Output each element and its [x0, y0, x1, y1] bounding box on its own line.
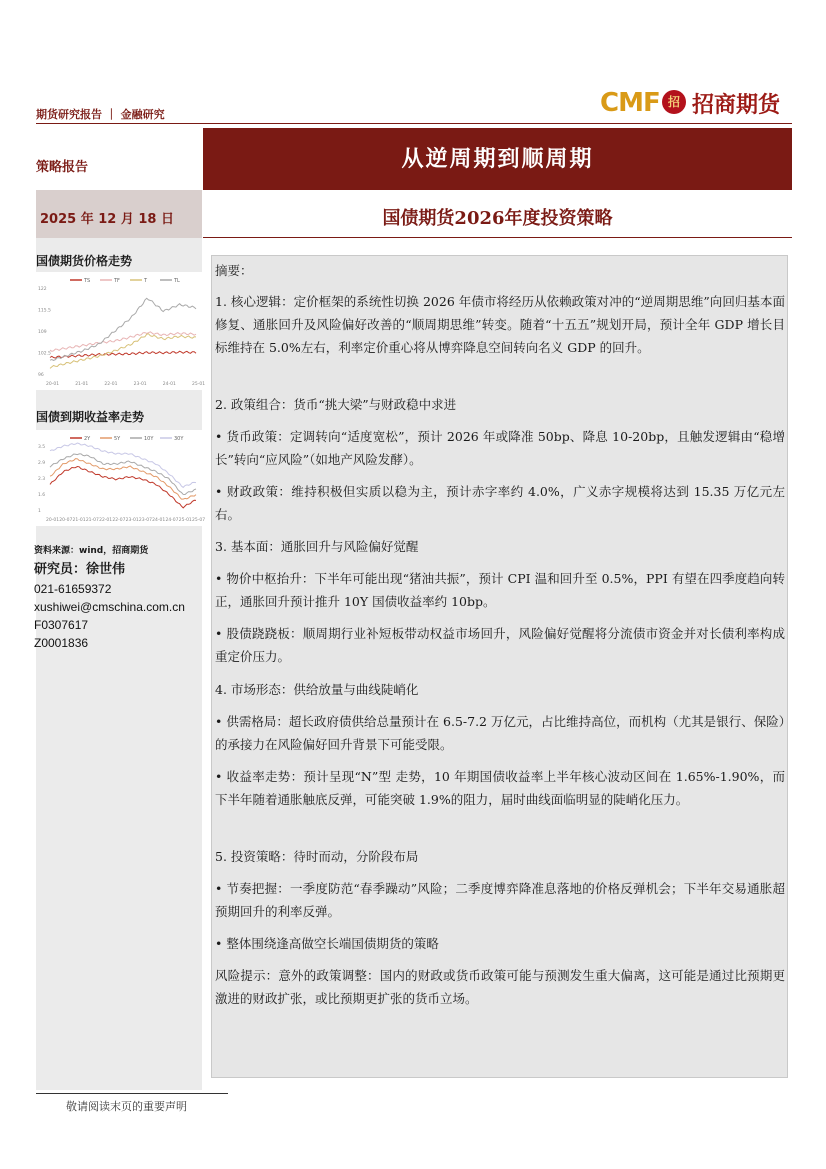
- legend-label-2Y: 2Y: [84, 436, 91, 442]
- footer-divider: [36, 1093, 228, 1094]
- point-4-supply-demand: • 供需格局：超长政府债供给总量预计在 6.5-7.2 万亿元，占比维持高位，而机构（尤其是银行、保险）的承接力在风险偏好回升背景下可能受限。: [215, 714, 785, 752]
- point-5-overall: • 整体围绕逢高做空长端国债期货的策略: [215, 936, 439, 951]
- price-chart-title: 国债期货价格走势: [36, 254, 133, 268]
- point-5-timing: • 节奏把握：一季度防范“春季躁动”风险；二季度博弈降准息落地的价格反弹机会；下半年交易通胀超预期回升的利率反弹。: [215, 881, 785, 919]
- series-line-TL: [50, 298, 196, 360]
- section-label: 策略报告: [36, 160, 89, 175]
- header-divider: [36, 123, 792, 124]
- x-tick-label: 23-01: [133, 382, 147, 387]
- y-tick-label: 96: [38, 373, 44, 378]
- x-tick-label: 22-07: [112, 518, 126, 523]
- y-tick-label: 122: [38, 287, 47, 292]
- x-tick-label: 24-01: [152, 518, 166, 523]
- author-cert-futures: F0307617: [34, 618, 89, 632]
- x-tick-label: 20-01: [46, 518, 60, 523]
- x-tick-label: 25-01: [192, 382, 206, 387]
- risk-warning: 风险提示：意外的政策调整：国内的财政或货币政策可能与预测发生重大偏离，这可能是通过比预期更激进的财政扩张，或比预期更扩张的货币立场。: [215, 968, 785, 1006]
- y-tick-label: 1.6: [38, 493, 46, 498]
- legend-label-5Y: 5Y: [114, 436, 121, 442]
- y-tick-label: 2.3: [38, 477, 46, 482]
- legend-label-T: T: [144, 278, 148, 284]
- series-line-2Y: [50, 467, 196, 508]
- data-source: 资料来源：wind，招商期货: [34, 546, 149, 556]
- author-label: 研究员：徐世伟: [34, 562, 126, 577]
- point-1-core-logic: 1. 核心逻辑：定价框架的系统性切换 2026 年债市将经历从依赖政策对冲的“逆周期思维”向回归基本面修复、通胀回升及风险偏好改善的“顺周期思维”转变。随着“十五五”规划开局，预计全年 GDP 增长目标维持在 5.0%左右，利率定价重心将从博弈降息空间转向名义 GDP 的回升。: [215, 294, 785, 355]
- x-tick-label: 22-01: [104, 382, 118, 387]
- x-tick-label: 21-07: [85, 518, 99, 523]
- legend-label-TS: TS: [84, 278, 91, 284]
- author-phone: 021-61659372: [34, 582, 112, 596]
- footer-disclaimer: 敬请阅读末页的重要声明: [66, 1100, 187, 1113]
- yield-chart-title: 国债到期收益率走势: [36, 410, 145, 424]
- report-subtitle: 国债期货2026年度投资策略: [203, 190, 792, 238]
- report-date: 2025 年 12 月 18 日: [40, 212, 174, 227]
- x-tick-label: 25-01: [178, 518, 192, 523]
- point-4-yield-trend: • 收益率走势：预计呈现“N”型 走势，10 年期国债收益率上半年核心波动区间在 1.65%-1.90%，而下半年随着通胀触底反弹，可能突破 1.9%的阻力，届时曲线面临明显的陡峭化压力。: [215, 769, 785, 807]
- x-tick-label: 24-01: [162, 382, 176, 387]
- y-tick-label: 102.5: [38, 351, 51, 357]
- logo-cmf-text: CMF: [600, 88, 660, 118]
- series-line-10Y: [50, 454, 196, 495]
- price-chart: [36, 272, 206, 390]
- x-tick-label: 23-07: [138, 518, 152, 523]
- point-2-fiscal: • 财政政策：维持积极但实质以稳为主，预计赤字率约 4.0%，广义赤字规模将达到 15.35 万亿元左右。: [215, 484, 785, 522]
- point-4-heading: 4. 市场形态：供给放量与曲线陡峭化: [215, 682, 419, 697]
- point-3-heading: 3. 基本面：通胀回升与风险偏好觉醒: [215, 539, 419, 554]
- x-tick-label: 20-01: [46, 382, 60, 387]
- x-tick-label: 20-07: [59, 518, 73, 523]
- y-tick-label: 115.5: [38, 308, 51, 314]
- yield-chart: [36, 430, 206, 526]
- author-email[interactable]: xushiwei@cmschina.com.cn: [34, 600, 185, 614]
- x-tick-label: 25-07: [192, 518, 206, 523]
- x-tick-label: 21-01: [75, 382, 89, 387]
- point-2-monetary: • 货币政策：定调转向“适度宽松”，预计 2026 年或降准 50bp、降息 10-20bp，且触发逻辑由“稳增长”转向“应风险”（如地产风险发酵）。: [215, 429, 785, 467]
- x-tick-label: 22-01: [99, 518, 113, 523]
- legend-label-TF: TF: [114, 278, 120, 284]
- cmf-logo: [596, 86, 792, 120]
- logo-company-name: 招商期货: [692, 93, 781, 118]
- point-3-prices: • 物价中枢抬升：下半年可能出现“猪油共振”，预计 CPI 温和回升至 0.5%，PPI 有望在四季度趋向转正，通胀回升预计推升 10Y 国债收益率约 10bp。: [215, 571, 785, 609]
- page-title: 从逆周期到顺周期: [203, 128, 792, 190]
- series-line-T: [50, 334, 196, 369]
- report-type: 期货研究报告 ｜ 金融研究: [36, 108, 165, 121]
- x-tick-label: 21-01: [72, 518, 86, 523]
- logo-mark-icon: 招: [662, 90, 686, 114]
- author-cert-advisor: Z0001836: [34, 636, 89, 650]
- series-line-30Y: [50, 443, 196, 487]
- legend-label-TL: TL: [174, 278, 180, 284]
- legend-label-10Y: 10Y: [144, 436, 154, 442]
- y-tick-label: 109: [38, 330, 47, 335]
- point-5-heading: 5. 投资策略：待时而动，分阶段布局: [215, 849, 419, 864]
- series-line-TS: [50, 351, 196, 358]
- y-tick-label: 3.5: [38, 445, 46, 450]
- x-tick-label: 23-01: [125, 518, 139, 523]
- summary-heading: 摘要：: [215, 263, 253, 278]
- x-tick-label: 24-07: [165, 518, 179, 523]
- point-3-stock-bond: • 股债跷跷板：顺周期行业补短板带动权益市场回升，风险偏好觉醒将分流债市资金并对长债利率构成重定价压力。: [215, 626, 785, 664]
- y-tick-label: 1: [38, 509, 41, 514]
- y-tick-label: 2.9: [38, 461, 46, 466]
- legend-label-30Y: 30Y: [174, 436, 184, 442]
- point-2-heading: 2. 政策组合：货币“挑大梁”与财政稳中求进: [215, 397, 457, 412]
